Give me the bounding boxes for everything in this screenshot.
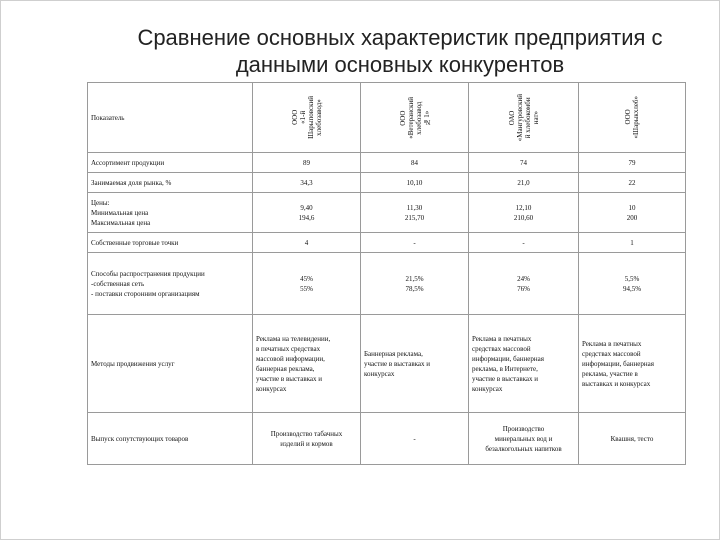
table-cell: 11,30 215,70 xyxy=(361,193,469,233)
table-cell: 12,10 210,60 xyxy=(469,193,579,233)
row-label: Собственные торговые точки xyxy=(88,233,253,253)
table-cell: Баннерная реклама, участие в выставках и конкурсах xyxy=(361,315,469,413)
table-cell: 10,10 xyxy=(361,173,469,193)
table-cell: Производство минеральных вод и безалкогольных напитков xyxy=(469,413,579,465)
table-cell: 24% 76% xyxy=(469,253,579,315)
table-header-row xyxy=(88,83,686,153)
table-cell: 22 xyxy=(579,173,686,193)
table-row xyxy=(88,173,686,193)
table-cell: - xyxy=(469,233,579,253)
table-cell: 89 xyxy=(253,153,361,173)
company-header: ООО «1-й Шарыповский хлебозавод» xyxy=(253,83,361,153)
row-label: Выпуск сопутствующих товаров xyxy=(88,413,253,465)
table-cell: 45% 55% xyxy=(253,253,361,315)
comparison-table xyxy=(87,82,686,465)
table-row xyxy=(88,153,686,173)
table-cell: 74 xyxy=(469,153,579,173)
table-cell: Производство табачных изделий и кормов xyxy=(253,413,361,465)
company-header: ООО «Шарыкхлеб» xyxy=(579,83,686,153)
page-title: Сравнение основных характеристик предприятия с данными основных конкурентов xyxy=(137,25,663,77)
row-label: Цены: Минимальная цена Максимальная цена xyxy=(88,193,253,233)
row-label: Методы продвижения услуг xyxy=(88,315,253,413)
table-cell: Квашня, тесто xyxy=(579,413,686,465)
table-cell: Реклама в печатных средствах массовой информации, баннерная реклама, в Интернете, участие в выставках и конкурсах xyxy=(469,315,579,413)
table-cell: 10 200 xyxy=(579,193,686,233)
row-label: Способы распространения продукции -собственная сеть - поставки сторонним организациям xyxy=(88,253,253,315)
company-header: ОАО «Мангуровский й хлебокомби нат» xyxy=(469,83,579,153)
table-cell: Реклама в печатных средствах массовой информации, баннерная реклама, участие в выставках и конкурсах xyxy=(579,315,686,413)
table-cell: 5,5% 94,5% xyxy=(579,253,686,315)
table-row xyxy=(88,193,686,233)
table-cell: 21,0 xyxy=(469,173,579,193)
table-cell: 34,3 xyxy=(253,173,361,193)
table-cell: - xyxy=(361,413,469,465)
table-row xyxy=(88,233,686,253)
table-cell: Реклама на телевидении, в печатных средствах массовой информации, баннерная реклама, участие в выставках и конкурсах xyxy=(253,315,361,413)
table-row xyxy=(88,253,686,315)
row-label: Ассортимент продукции xyxy=(88,153,253,173)
indicator-header: Показатель xyxy=(88,83,253,153)
table-row xyxy=(88,413,686,465)
table-cell: 84 xyxy=(361,153,469,173)
table-cell: 1 xyxy=(579,233,686,253)
table-row xyxy=(88,315,686,413)
row-label: Занимаемая доля рынка, % xyxy=(88,173,253,193)
table-cell: 21,5% 78,5% xyxy=(361,253,469,315)
table-cell: - xyxy=(361,233,469,253)
company-header: ООО «Ветеранский хлебозавод №1» xyxy=(361,83,469,153)
table-cell: 4 xyxy=(253,233,361,253)
table-cell: 79 xyxy=(579,153,686,173)
table-cell: 9,40 194,6 xyxy=(253,193,361,233)
